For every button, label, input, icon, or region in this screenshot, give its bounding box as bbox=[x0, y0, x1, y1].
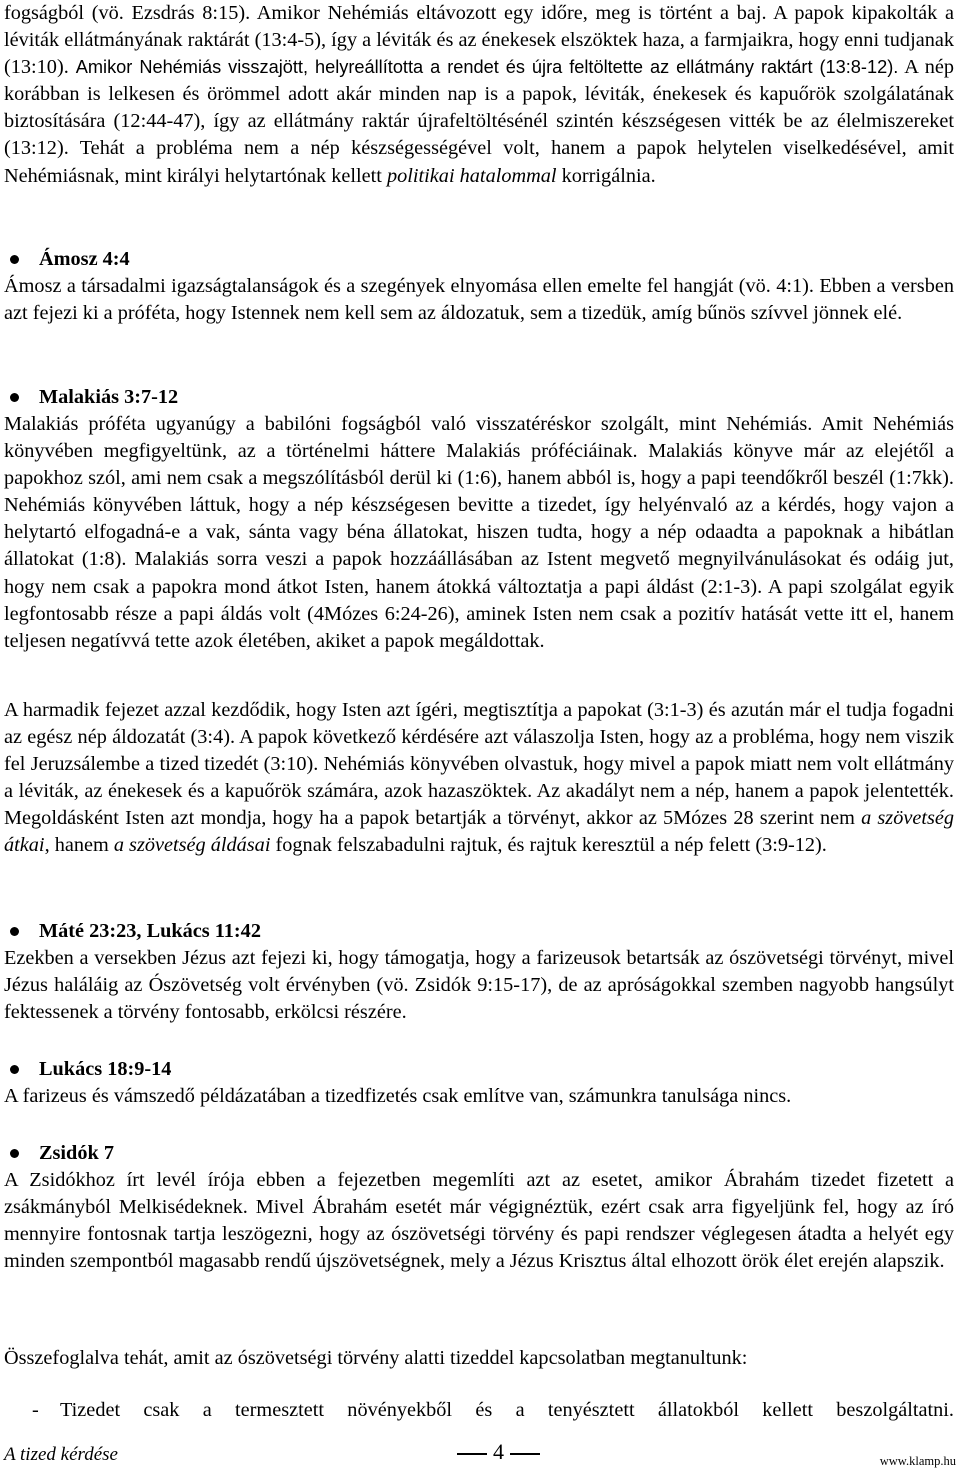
luke-paragraph: A farizeus és vámszedő példázatában a tizedfizetés csak említve van, számunkra tanulsága nincs. bbox=[4, 1085, 792, 1107]
heading-label: Zsidók 7 bbox=[39, 1142, 114, 1164]
bullet-icon bbox=[10, 927, 19, 936]
summary-list-item bbox=[4, 1397, 954, 1424]
amos-paragraph: Ámosz a társadalmi igazságtalanságok és a szegények elnyomása ellen emelte fel hangját (vö. 4:1). Ebben a versben azt fejezi ki a próféta, hogy Istennek nem kell sem az áldozatuk, sem a tizedük, amíg bűnös szívvel jönnek elé. bbox=[4, 275, 954, 325]
footer-page-number bbox=[451, 1438, 546, 1465]
malachi-emphasis-1: a szövetség átkai bbox=[4, 807, 955, 857]
rule-left bbox=[457, 1453, 487, 1455]
page-number: 4 bbox=[493, 1439, 504, 1464]
matthew-paragraph: Ezekben a versekben Jézus azt fejezi ki, hogy támogatja, hogy a farizeusok betartsák az ószövetségi törvényt, mivel Jézus haláláig az Ószövetség volt érvényben (vö. Zsidók 9:15-17), de az apróságokkal szemben nagyobb hangsúlyt fektessenek a törvény fontosabb, erkölcsi részére. bbox=[4, 947, 954, 1024]
summary-item-text: Tizedet csak a termesztett növényekből és a tenyésztett állatokból kellett beszolgáltatni. bbox=[60, 1399, 954, 1421]
heading-label: Ámosz 4:4 bbox=[39, 248, 130, 270]
bullet-icon bbox=[10, 1065, 19, 1074]
malachi-text-c: fognak felszabadulni rajtuk, és rajtuk keresztül a nép felett (3:9-12). bbox=[270, 834, 827, 857]
hebrews-paragraph: A Zsidókhoz írt levél írója ebben a fejezetben megemlíti azt az esetet, amikor Ábrahám tizedet fizetett a zsákmányból Melkisédeknek. Mivel Ábrahám esetét már végignéztük, ezért csak arra figyeljünk fel, hogy az író mennyire fontosnak tartja leszögezni, hogy az ószövetségi törvény és papi rendszer véglegesen átadta a helyét egy minden szempontból magasabb rendű újszövetségnek, mely a Jézus Krisztus által elhozott örök élet erején alapszik. bbox=[4, 1169, 954, 1273]
malachi-paragraph-1: Malakiás próféta ugyanúgy a babilóni fogságból való visszatéréskor szolgált, mint Nehémiás. Amit Nehémiás könyvében megfigyeltünk, az a történelmi háttere Malakiás próféciáinak. Malakiás könyve már az elejétől a papokhoz szól, ami nem csak a megszólításból derül ki (1:6), hanem abból is, hogy a papi teendőkről beszél (1:7kk). Nehémiás könyvében láttuk, hogy a nép készségesen bevitte a tizedet, így helyénvaló az a kérdés, hogy vajon a helytartó elfogadná-e a vak, sánta vagy béna állatokat, hiszen tudta, hogy a nép odaadta a papoknak a hibátlan állatokat (1:8). Malakiás sorra veszi a papok hozzáállásában az Istent megvető megnyilvánulásokat és odáig jut, hogy nem csak a papokra mond átkot Isten, hanem átokká változtatja a papi áldást (2:1-3). A papi szolgálat egyik legfontosabb része a papi áldás volt (4Mózes 6:24-26), aminek Isten nem csak a pozitív hatását vette itt el, hanem teljesen negatívvá tette azok életében, akiket a papok megáldottak. bbox=[4, 413, 954, 652]
intro-text-end: korrigálnia. bbox=[556, 164, 656, 187]
rule-right bbox=[510, 1453, 540, 1455]
dash-marker: - bbox=[32, 1399, 39, 1421]
bullet-icon bbox=[10, 393, 19, 402]
intro-text-3: A nép korábban is lelkesen és örömmel adott akár minden nap is a papok, léviták, énekesek és kapuőrök szolgálatának biztosítására (12:44-47), így az ellátmány raktár újrafeltöltésénél szintén készségesen vitték be az élelmiszereket (13:12). Tehát a probléma nem a nép készségességével volt, hanem a papok helytelen viselkedésével, amit Nehémiásnak, mint királyi helytartónak kellett bbox=[4, 56, 954, 187]
bullet-icon bbox=[10, 255, 19, 264]
intro-paragraph bbox=[4, 0, 954, 190]
heading-label: Máté 23:23, Lukács 11:42 bbox=[39, 920, 261, 942]
malachi-text-a: A harmadik fejezet azzal kezdődik, hogy Isten azt ígéri, megtisztítja a papokat (3:1-3) és azután már el tudja fogadni az egész nép áldozatát (3:4). A papok következő kérdésére azt válaszolja Isten, hogy az a probléma, hogy nem viszik fel Jeruzsálembe a tized tizedét (3:10). Nehémiás könyvében olvastuk, hogy mivel a papok miatt nem volt ellátmány a léviták, az énekesek és a kapuőrök számára, azok hazaszöktek. Az akadályt nem a nép, hanem a papok jelentették. Megoldásként Isten azt mondja, hogy ha a papok betartják a törvényt, akkor az 5Mózes 28 szerint nem bbox=[4, 699, 954, 830]
intro-emphasis: politikai hatalommal bbox=[386, 164, 557, 187]
malachi-paragraph-2 bbox=[4, 697, 954, 860]
footer-title: A tized kérdése bbox=[4, 1444, 118, 1465]
bullet-icon bbox=[10, 1149, 19, 1158]
malachi-text-b: , hanem bbox=[44, 834, 114, 857]
intro-text-1: fogságból (vö. Ezsdrás 8:15). Amikor Nehémiás eltávozott egy időre, meg is történt a baj. A papok kipakolták a léviták ellátmányának raktárát (13:4-5), így a léviták és az énekesek elszöktek haza, a farmjaikra, hogy enni tudjanak (13:10). bbox=[4, 2, 954, 79]
heading-label: Malakiás 3:7-12 bbox=[39, 386, 179, 408]
intro-text-2: Amikor Nehémiás visszajött, helyreállította a rendet és újra feltöltette az ellátmány raktárt (13:8-12). bbox=[75, 57, 899, 78]
malachi-emphasis-2: a szövetség áldásai bbox=[113, 834, 271, 857]
heading-label: Lukács 18:9-14 bbox=[39, 1058, 172, 1080]
summary-intro: Összefoglalva tehát, amit az ószövetségi törvény alatti tizeddel kapcsolatban megtanultunk: bbox=[4, 1347, 748, 1369]
footer-url: www.klamp.hu bbox=[879, 1454, 956, 1468]
